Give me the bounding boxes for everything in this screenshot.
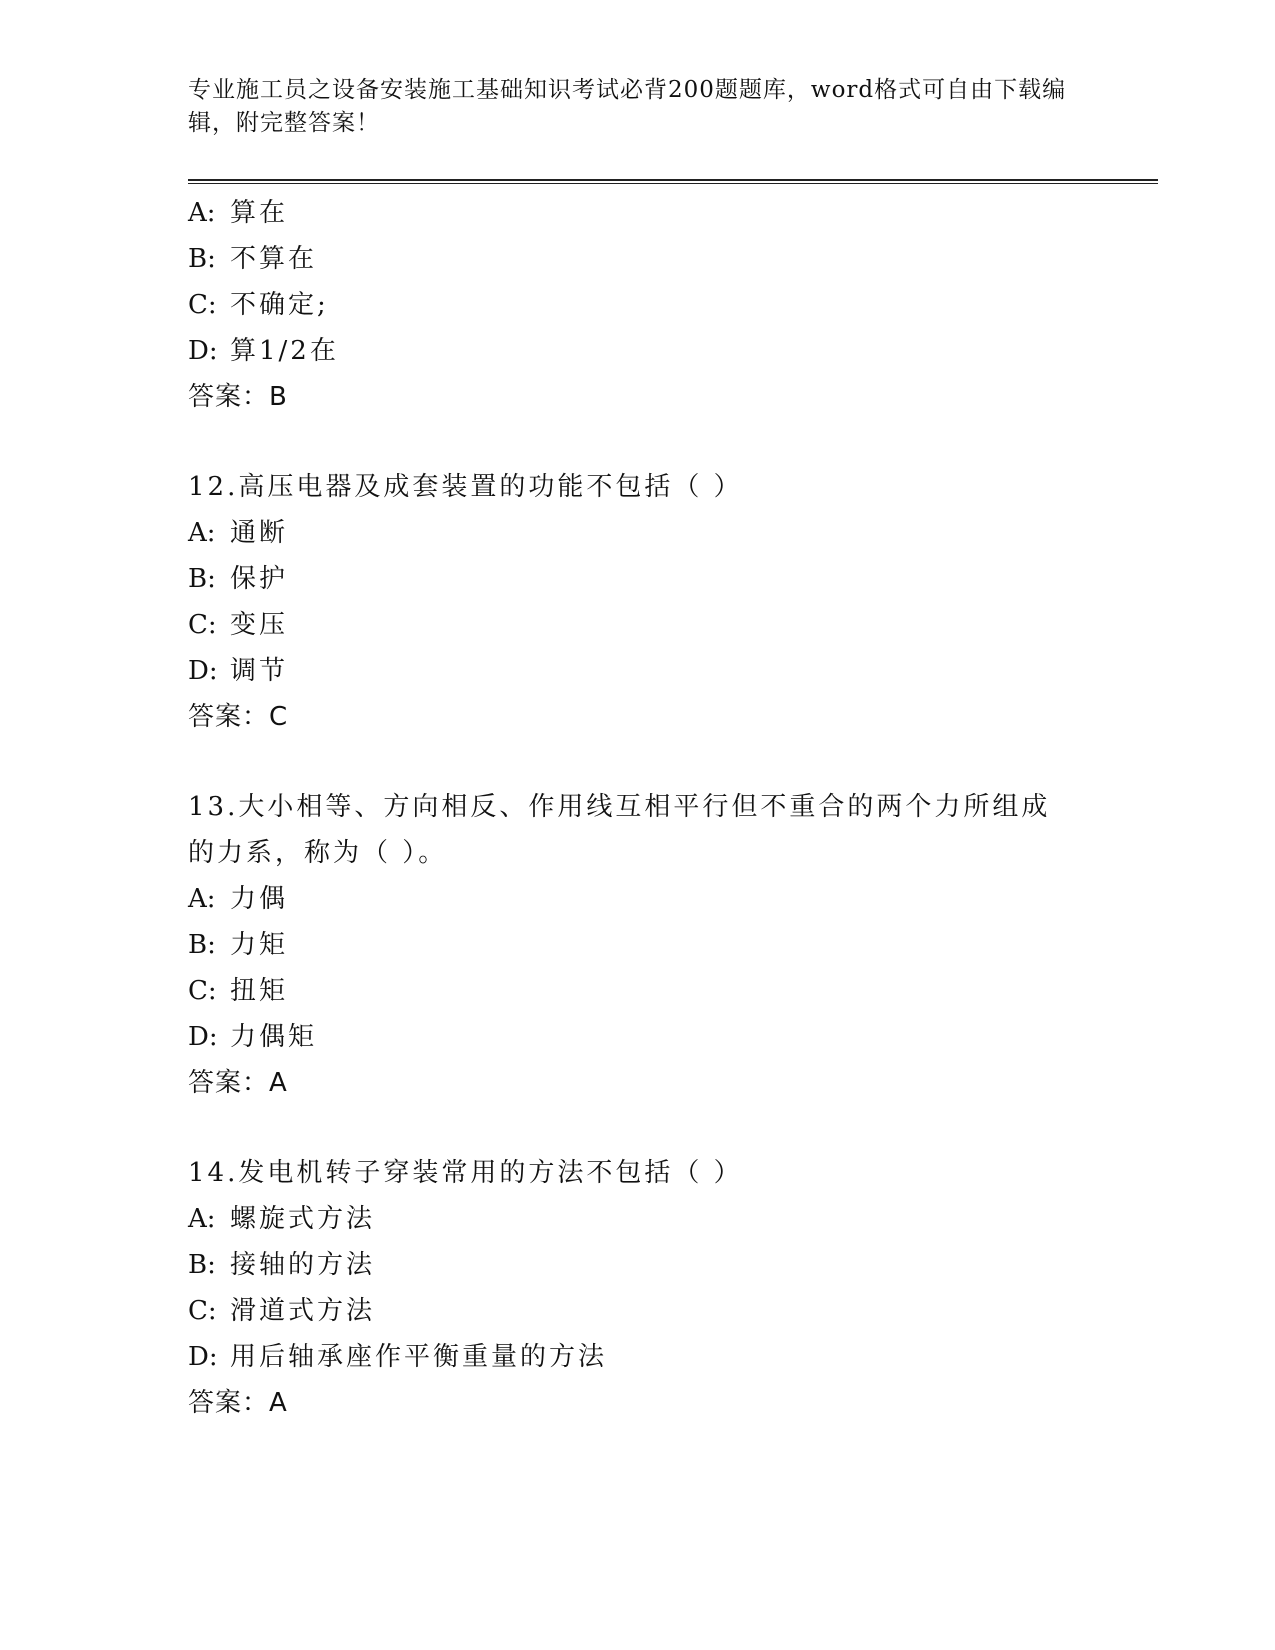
option-text: 用后轴承座作平衡重量的方法 xyxy=(230,1342,608,1372)
option-d xyxy=(188,648,1088,694)
option-letter: C: xyxy=(188,1296,217,1326)
option-text: 力偶矩 xyxy=(230,1022,318,1052)
option-c xyxy=(188,968,1088,1014)
option-b xyxy=(188,236,1088,282)
header-divider xyxy=(188,179,1158,184)
option-text: 变压 xyxy=(230,610,289,640)
option-letter: B: xyxy=(188,1250,216,1280)
option-letter: D: xyxy=(188,656,218,686)
option-a xyxy=(188,190,1088,236)
option-text: 滑道式方法 xyxy=(230,1296,376,1326)
question-item xyxy=(188,464,1088,740)
option-letter: C: xyxy=(188,290,217,320)
option-text: 力偶 xyxy=(230,884,289,914)
option-c xyxy=(188,282,1088,328)
option-d xyxy=(188,328,1088,374)
option-text: 调节 xyxy=(230,656,289,686)
option-text: 螺旋式方法 xyxy=(230,1204,376,1234)
question-text: 12.高压电器及成套装置的功能不包括（ ） xyxy=(188,472,743,502)
option-letter: A: xyxy=(188,884,216,914)
option-letter: D: xyxy=(188,1342,218,1372)
option-d xyxy=(188,1334,1088,1380)
answer-line: 答案：A xyxy=(188,1388,288,1418)
question-item xyxy=(188,1150,1088,1426)
option-letter: B: xyxy=(188,930,216,960)
option-text: 通断 xyxy=(230,518,289,548)
option-b xyxy=(188,556,1088,602)
option-b xyxy=(188,1242,1088,1288)
option-a xyxy=(188,510,1088,556)
answer-line: 答案：B xyxy=(188,382,288,412)
option-text: 不算在 xyxy=(230,244,318,274)
option-text: 算在 xyxy=(230,198,289,228)
answer-line: 答案：C xyxy=(188,702,289,732)
question-text: 14.发电机转子穿装常用的方法不包括（ ） xyxy=(188,1158,743,1188)
answer-line: 答案：A xyxy=(188,1068,288,1098)
option-text: 扭矩 xyxy=(230,976,289,1006)
option-c xyxy=(188,1288,1088,1334)
option-a xyxy=(188,876,1088,922)
option-letter: A: xyxy=(188,518,216,548)
option-letter: D: xyxy=(188,1022,218,1052)
option-letter: A: xyxy=(188,198,216,228)
question-item xyxy=(188,190,1088,420)
question-item xyxy=(188,784,1088,1106)
option-text: 接轴的方法 xyxy=(230,1250,376,1280)
option-letter: C: xyxy=(188,976,217,1006)
option-c xyxy=(188,602,1088,648)
option-text: 不确定; xyxy=(230,290,329,320)
option-letter: B: xyxy=(188,244,216,274)
option-a xyxy=(188,1196,1088,1242)
option-letter: C: xyxy=(188,610,217,640)
option-text: 力矩 xyxy=(230,930,289,960)
option-text: 保护 xyxy=(230,564,289,594)
question-list xyxy=(188,190,1088,1470)
option-text: 算1/2在 xyxy=(230,336,339,366)
document-header: 专业施工员之设备安装施工基础知识考试必背200题题库，word格式可自由下载编辑，附完整答案！ xyxy=(188,77,1067,136)
option-d xyxy=(188,1014,1088,1060)
option-letter: D: xyxy=(188,336,218,366)
option-letter: B: xyxy=(188,564,216,594)
option-b xyxy=(188,922,1088,968)
question-text: 13.大小相等、方向相反、作用线互相平行但不重合的两个力所组成的力系，称为（ ）。 xyxy=(188,792,1051,868)
option-letter: A: xyxy=(188,1204,216,1234)
